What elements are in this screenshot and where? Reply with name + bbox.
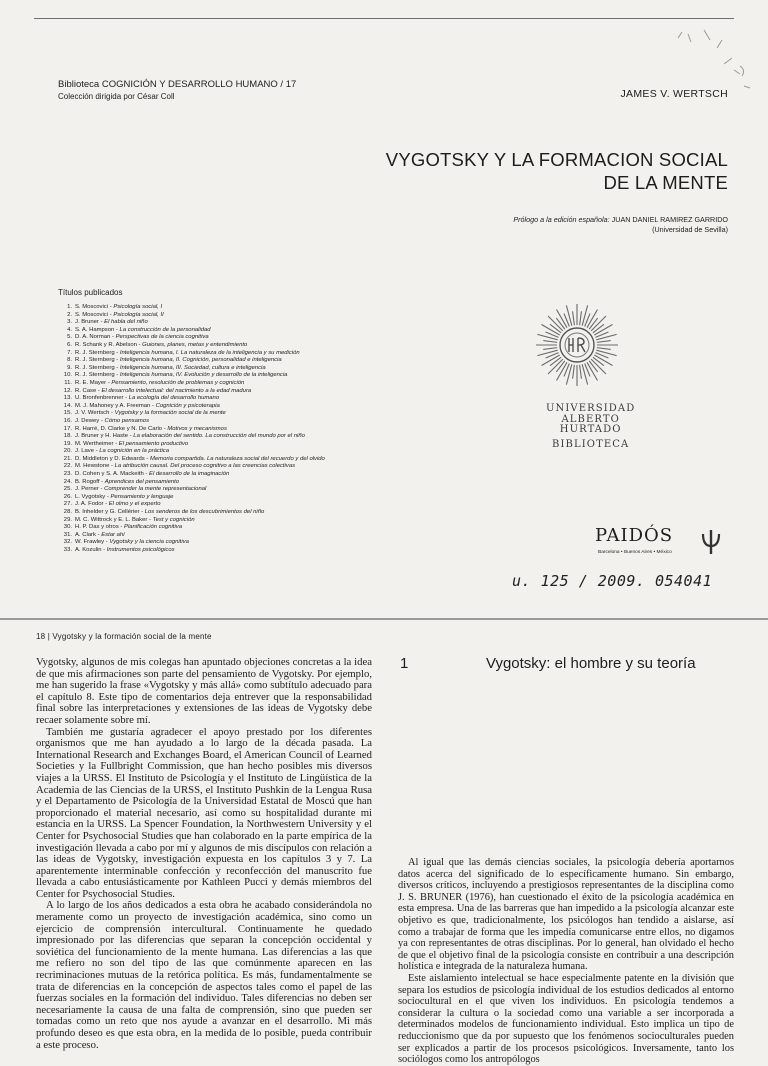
published-item-title: Los senderos de los descubrimientos del niño: [144, 509, 265, 516]
published-item-number: 25.: [63, 486, 72, 493]
published-item-number: 15.: [63, 410, 72, 417]
published-item: 1. S. Moscovici - Psicología social, I: [58, 304, 478, 312]
prologue-affiliation: (Universidad de Sevilla): [652, 225, 728, 234]
published-item: 20. J. Lave - La cognición en la práctica: [58, 448, 478, 456]
published-item-author: R. J. Sternberg: [75, 364, 115, 371]
published-item-title: Aprendices del pensamiento: [104, 478, 180, 485]
published-item-number: 16.: [63, 417, 72, 424]
page-divider: [0, 618, 768, 620]
published-item-number: 32.: [63, 539, 72, 546]
paragraph: Al igual que las demás ciencias sociales, la psicología debería aportarnos datos acerca del significado de lo específicamente humano. Sin embargo, diversos críticos, incluyendo a prestigiosos representantes de la disciplina como J. S. BRUNER (1976), han cuestionado el éxito de la psicología académica en esta empresa. Una de las barreras que han impedido a la psicología alcanzar este objetivo es que, tradicionalmente, los psicólogos han tendido a aislarse, así como a trabajar de forma que les impedía comunicarse entre ellos, no digamos ya con representantes de otras disciplinas. Por lo general, han olvidado el hecho de que el objetivo final de la psicología consiste en contribuir a una descripción holística e integrada de la naturaleza humana.: [398, 857, 734, 973]
published-item-number: 30.: [63, 524, 72, 531]
published-item: 4. S. A. Hampson - La construcción de la personalidad: [58, 327, 478, 335]
published-item-title: Comprender la mente representacional: [104, 486, 207, 493]
published-item: 24. B. Rogoff - Aprendices del pensamiento: [58, 479, 478, 487]
left-column-text: [36, 657, 372, 1051]
published-item: 10. R. J. Sternberg - Inteligencia humana, IV. Evolución y desarrollo de la inteligencia: [58, 372, 478, 380]
chapter-number: 1: [400, 655, 409, 672]
published-item-title: Planificación cognitiva: [124, 524, 182, 531]
published-item-title: Perspectivas de la ciencia cognitiva: [115, 334, 209, 341]
published-item-author: M. Hewstone: [75, 463, 110, 470]
published-item: 12. R. Case - El desarrollo intelectual: del nacimiento a la edad madura: [58, 388, 478, 396]
published-item-author: J. Dewey: [75, 417, 100, 424]
published-item-author: M. Wertheimer: [75, 440, 114, 447]
published-item: 17. R. Harré, D. Clarke y N. De Carlo - Motivos y mecanismos: [58, 426, 478, 434]
published-item-title: La ecología del desarrollo humano: [128, 395, 220, 402]
published-item-number: 22.: [63, 463, 72, 470]
book-title: [308, 148, 728, 194]
published-item-number: 17.: [63, 425, 72, 432]
published-item-title: Cognición y psicoterapia: [155, 402, 220, 409]
published-item-author: R. J. Sternberg: [75, 349, 115, 356]
published-item: 30. H. P. Das y otros - Planificación cognitiva: [58, 524, 478, 532]
published-item-title: Psicología social, I: [113, 304, 163, 310]
series-info: [58, 79, 296, 103]
library-line4: BIBLIOTECA: [552, 438, 630, 450]
published-item-author: U. Bronfenbrenner: [75, 395, 124, 402]
published-item: 8. R. J. Sternberg - Inteligencia humana, II. Cognición, personalidad e inteligencia: [58, 357, 478, 365]
published-item-author: D. Cohen y S. A. Mackeith: [75, 471, 144, 478]
published-item-title: Psicología social, II: [113, 311, 164, 318]
published-item-title: Inteligencia humana, IV. Evolución y desarrollo de la inteligencia: [119, 372, 288, 379]
published-item-title: Memoria compartida. La naturaleza social del recuerdo y del olvido: [149, 455, 325, 462]
published-item-number: 24.: [63, 478, 72, 485]
published-item-title: El pensamiento productivo: [118, 440, 189, 447]
book-title-line1: VYGOTSKY Y LA FORMACION SOCIAL: [385, 149, 728, 170]
published-item: 9. R. J. Sternberg - Inteligencia humana, III. Sociedad, cultura e inteligencia: [58, 365, 478, 373]
publisher-logo-icon: [700, 528, 722, 556]
paragraph: A lo largo de los años dedicados a esta obra he acabado considerándola no meramente como un proyecto de investigación académica, sino como un ejercicio de comprensión intercultural. Continuamente he quedado impresionado por las diferencias que separan la concepción occidental y soviética del funcionamiento de la mente humana. Las diferencias a las que me refiero no son del tipo de las que comúnmente aparecen en las recriminaciones mutuas de la retórica política. Es más, fundamentalmente se trata de diferencias en la concepción de aspectos tales como el papel de las fuerzas sociales en la formación del individuo. Tales diferencias no deben ser necesariamente la causa de una falta de comprensión, sino que pueden ser tomadas como un reto que nos ayude a avanzar en el desarrollo. Mi más profundo deseo es que esta obra, en la medida de lo posible, pueda contribuir a este proceso.: [36, 899, 372, 1051]
published-item-author: J. Bruner: [75, 319, 99, 326]
published-item: 33. A. Kozulin - Instrumentos psicológicos: [58, 547, 478, 555]
published-item: 28. B. Inhelder y G. Cellérier - Los senderos de los descubrimientos del niño: [58, 509, 478, 517]
prologue-credit: [328, 215, 728, 235]
published-item: 5. D. A. Norman - Perspectivas de la ciencia cognitiva: [58, 334, 478, 342]
library-stamp: [546, 404, 635, 450]
published-item-title: La cognición en la práctica: [99, 448, 169, 455]
published-item: 15. J. V. Wertsch - Vygotsky y la formación social de la mente: [58, 410, 478, 418]
published-item-number: 20.: [63, 448, 72, 455]
published-heading: Títulos publicados: [58, 288, 123, 297]
published-item-number: 33.: [63, 547, 72, 553]
published-item-author: M. C. Wittrock y E. L. Baker: [75, 516, 148, 523]
published-item-title: Guiones, planes, metas y entendimiento: [142, 341, 248, 348]
published-item-author: A. Clark: [75, 531, 96, 538]
publisher-cities: Barcelona • Buenos Aires • México: [598, 550, 672, 555]
published-item-number: 10.: [63, 372, 72, 379]
handwritten-catalog-code: u. 125 / 2009. 054041: [512, 572, 713, 590]
published-item-author: A. Kozulin: [75, 547, 102, 553]
published-item-title: Vygotsky y la formación social de la mente: [114, 410, 226, 417]
published-item-author: J. V. Wertsch: [75, 410, 110, 417]
published-item-title: Inteligencia humana, I. La naturaleza de la inteligencia y su medición: [119, 349, 300, 356]
page-header: 18 | Vygotsky y la formación social de la mente: [36, 632, 212, 641]
published-item-number: 28.: [63, 509, 72, 516]
library-line3: HURTADO: [559, 424, 622, 435]
published-item: 27. J. A. Fodor - El olmo y el experto: [58, 501, 478, 509]
published-item-number: 13.: [63, 395, 72, 402]
published-item-number: 3.: [67, 319, 72, 326]
book-title-line2: DE LA MENTE: [603, 172, 728, 193]
published-item-title: Vygotsky y la ciencia cognitiva: [109, 539, 189, 546]
right-column-text: [398, 857, 734, 1066]
published-item: 6. R. Schank y R. Abelson - Guiones, planes, metas y entendimiento: [58, 342, 478, 350]
published-item-title: La elaboración del sentido. La construcción del mundo por el niño: [133, 433, 305, 440]
published-item-author: W. Frawley: [75, 539, 105, 546]
prologue-name: JUAN DANIEL RAMIREZ GARRIDO: [611, 215, 728, 224]
published-item: 7. R. J. Sternberg - Inteligencia humana, I. La naturaleza de la inteligencia y su medición: [58, 350, 478, 358]
published-item-author: S. Moscovici: [75, 311, 109, 318]
published-item: 2. S. Moscovici - Psicología social, II: [58, 312, 478, 320]
published-item-author: H. P. Das y otros: [75, 524, 119, 531]
published-item: 32. W. Frawley - Vygotsky y la ciencia cognitiva: [58, 539, 478, 547]
published-item: 14. M. J. Mahoney y A. Freeman - Cognición y psicoterapia: [58, 403, 478, 411]
published-item-author: J. Lave: [75, 448, 94, 455]
published-item: 11. R. E. Mayer - Pensamiento, resolución de problemas y cognición: [58, 380, 478, 388]
published-item-title: El desarrollo intelectual: del nacimiento a la edad madura: [101, 387, 252, 394]
published-item-title: Inteligencia humana, III. Sociedad, cultura e inteligencia: [119, 364, 266, 371]
published-item-author: R. J. Sternberg: [75, 372, 115, 379]
published-item-author: J. A. Fodor: [75, 501, 104, 508]
published-item-author: B. Rogoff: [75, 478, 100, 485]
paragraph: Vygotsky, algunos de mis colegas han apuntado objeciones concretas a la idea de que mis afirmaciones son parte del pensamiento de Vygotsky. Por ejemplo, me han sugerido la frase «Vygotsky y más allá» como subtítulo adecuado para el capítulo 8. Este tipo de comentarios deja entrever que la responsabilidad final sobre las interpretaciones y extensiones de las ideas de Vygotsky debe recaer solamente sobre mí.: [36, 656, 372, 726]
published-item: 16. J. Dewey - Cómo pensamos: [58, 418, 478, 426]
published-item-title: Inteligencia humana, II. Cognición, personalidad e inteligencia: [119, 357, 282, 364]
published-item-title: El desarrollo de la imaginación: [149, 471, 230, 478]
published-item-title: Estar ahí: [101, 531, 125, 538]
published-item: 23. D. Cohen y S. A. Mackeith - El desarrollo de la imaginación: [58, 471, 478, 479]
paragraph: También me gustaría agradecer el apoyo prestado por los diferentes organismos que me han ayudado a lo largo de la década pasada. La International Research and Exchanges Board, el American Council of Learned Societies y la Fullbright Commission, que han hecho posibles mis diversos viajes a la URSS. El Instituto de Psicología y el Instituto de Lingüística de la Academia de las Ciencias de la URSS, el Instituto Pushkin de la Lengua Rusa y el Departamento de Psicología de la Universidad Estatal de Moscú que han proporcionado el material necesario, así como su hospitalidad durante mi estancia en la URSS. La Spencer Foundation, la Northwestern University y el Center for Psychosocial Studies que han colaborado en la parte empírica de la investigación llevada a cabo por mí y algunos de mis discípulos con relación a las ideas de Vygotsky, investigación expuesta en los capítulos 3 y 7. La aparentemente interminable confección y reconfección del manuscrito fue llevada a cabo entusiásticamente por Kathleen Pucci y demás miembros del Center for Psychosocial Studies.: [36, 725, 372, 900]
published-item-author: M. J. Mahoney y A. Freeman: [75, 402, 151, 409]
published-item-number: 9.: [67, 364, 72, 371]
library-line2: ALBERTO: [561, 413, 620, 425]
published-item-number: 23.: [63, 471, 72, 478]
published-item-title: Cómo pensamos: [104, 417, 150, 424]
published-item-number: 29.: [63, 516, 72, 523]
published-item-number: 2.: [67, 311, 72, 318]
published-item-author: S. A. Hampson: [75, 326, 115, 333]
published-item-number: 31.: [63, 531, 72, 538]
book-author: JAMES V. WERTSCH: [620, 88, 728, 100]
published-item: 26. L. Vygotsky - Pensamiento y lenguaje: [58, 494, 478, 502]
published-item-author: R. E. Mayer: [75, 379, 107, 386]
published-item: 29. M. C. Wittrock y E. L. Baker - Test y cognición: [58, 517, 478, 525]
published-item-number: 11.: [64, 379, 72, 386]
published-item-number: 19.: [63, 440, 72, 447]
published-item-title: El habla del niño: [104, 319, 148, 326]
prologue-label: Prólogo a la edición española:: [513, 215, 610, 224]
published-item-title: Instrumentos psicológicos: [106, 547, 175, 553]
published-item-title: La atribución causal. Del proceso cognitivo a las creencias colectivas: [114, 463, 296, 470]
published-item-title: Pensamiento y lenguaje: [110, 493, 174, 500]
published-item-author: R. J. Sternberg: [75, 357, 115, 364]
publisher-name: PAIDÓS: [595, 525, 674, 546]
library-line1: UNIVERSIDAD: [546, 403, 636, 414]
published-item: 18. J. Bruner y H. Haste - La elaboración del sentido. La construcción del mundo por el niño: [58, 433, 478, 441]
published-item-author: S. Moscovici: [75, 304, 109, 310]
library-emblem: [534, 302, 620, 388]
published-item-author: D. A. Norman: [75, 334, 111, 341]
published-item: 31. A. Clark - Estar ahí: [58, 532, 478, 540]
published-item-title: El olmo y el experto: [108, 501, 161, 508]
published-item-number: 12.: [63, 387, 72, 394]
published-item-author: R. Case: [75, 387, 97, 394]
published-item: 25. J. Perner - Comprender la mente representacional: [58, 486, 478, 494]
published-item-number: 5.: [67, 334, 72, 341]
published-item-number: 18.: [63, 433, 72, 440]
paragraph: Este aislamiento intelectual se hace especialmente patente en la división que separa los estudios de psicología individual de los estudios dedicados al entorno sociocultural en el que viven los individuos. En psicología tendemos a considerar la cultura o la sociedad como una variable a ser incorporada a determinados modelos de funcionamiento individual. Esto implica un tipo de reduccionismo que da por supuesto que los fenómenos socioculturales pueden ser explicados a partir de los procesos psicológicos. Inversamente, tanto los sociólogos como los antropólogos: [398, 972, 734, 1066]
published-item: 13. U. Bronfenbrenner - La ecología del desarrollo humano: [58, 395, 478, 403]
published-item-title: Test y cognición: [152, 516, 195, 523]
published-item-title: Motivos y mecanismos: [167, 425, 227, 432]
published-item: 19. M. Wertheimer - El pensamiento productivo: [58, 441, 478, 449]
published-item-author: R. Schank y R. Abelson: [75, 341, 137, 348]
published-item-number: 7.: [67, 349, 72, 356]
published-item-title: La construcción de la personalidad: [119, 326, 211, 333]
series-director: Colección dirigida por César Coll: [58, 92, 175, 101]
published-item-author: J. Perner: [75, 486, 99, 493]
published-item-title: Pensamiento, resolución de problemas y cognición: [111, 379, 245, 386]
published-item-number: 27.: [63, 501, 72, 508]
published-item: 3. J. Bruner - El habla del niño: [58, 319, 478, 327]
published-item-author: L. Vygotsky: [75, 493, 106, 500]
published-item-number: 26.: [63, 493, 72, 500]
published-item-number: 4.: [67, 326, 72, 333]
published-list: [58, 304, 478, 555]
published-item-number: 21.: [63, 455, 72, 462]
published-item-number: 14.: [63, 402, 72, 409]
top-rule: [34, 18, 734, 19]
published-item-number: 1.: [67, 304, 72, 310]
published-item-author: B. Inhelder y G. Cellérier: [75, 509, 140, 516]
chapter-title: Vygotsky: el hombre y su teoría: [486, 655, 696, 672]
published-item-author: D. Middleton y D. Edwards: [75, 455, 145, 462]
published-item: 21. D. Middleton y D. Edwards - Memoria compartida. La naturaleza social del recuerdo y del olvido: [58, 456, 478, 464]
published-item-number: 8.: [67, 357, 72, 364]
published-item-number: 6.: [67, 341, 72, 348]
published-item: 22. M. Hewstone - La atribución causal. Del proceso cognitivo a las creencias colectivas: [58, 463, 478, 471]
published-item-author: J. Bruner y H. Haste: [75, 433, 129, 440]
published-item-author: R. Harré, D. Clarke y N. De Carlo: [75, 425, 163, 432]
series-line: Biblioteca COGNICIÓN Y DESARROLLO HUMANO / 17: [58, 79, 297, 90]
